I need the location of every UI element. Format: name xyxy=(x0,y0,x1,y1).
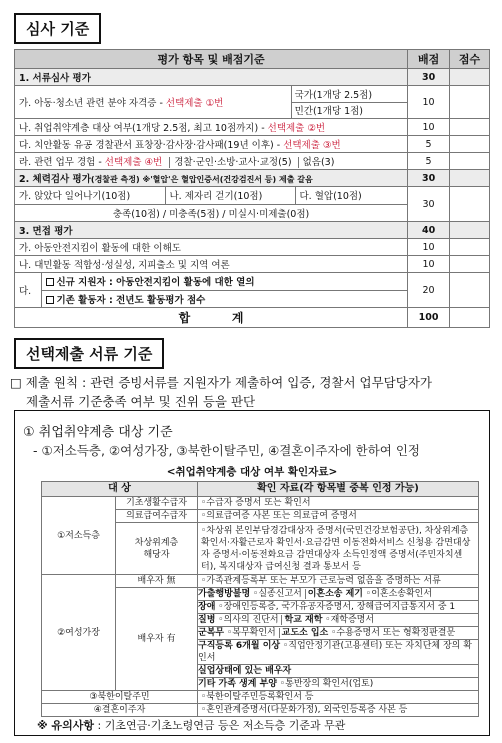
t2-basic: 기초생활수급자 xyxy=(116,497,198,510)
section-3-points: 40 xyxy=(408,222,450,239)
header-points: 배점 xyxy=(408,50,450,69)
row-3b xyxy=(15,256,490,273)
section-1-label: 1. 서류심사 평가 xyxy=(15,69,408,86)
docs-section-title: 선택제출 서류 기준 xyxy=(14,338,164,369)
t2-near: 차상위계층 해당자 xyxy=(116,523,198,575)
row-3a-label: 가. 아동안전지킴이 활동에 대한 이해도 xyxy=(15,239,408,256)
caution-label: ※ 유의사항 xyxy=(37,719,95,732)
total-label: 합 계 xyxy=(15,308,408,328)
row-3a-points: 10 xyxy=(408,239,450,256)
row-na-points: 10 xyxy=(408,119,450,136)
t2-basic-doc: ◦수급자 증명서 또는 확인서 xyxy=(198,497,479,510)
row-ra xyxy=(15,153,490,170)
row-3b-label: 나. 대민활동 적합성·성실성, 지피출소 및 지역 여론 xyxy=(15,256,408,273)
total-points: 100 xyxy=(408,308,450,328)
section-2-label-small: (경찰관 측정) xyxy=(90,175,140,184)
table-row xyxy=(42,691,479,704)
scoring-header-row xyxy=(15,50,490,69)
row-da-points: 5 xyxy=(408,136,450,153)
row-ra-select: 선택제출 ④번 xyxy=(104,157,163,168)
spouse-jobseek: 구직등록 6개월 이상 xyxy=(198,641,281,651)
section-2-note: ※'혈압'은 혈압인증서(건강검진서 등) 제출 갈음 xyxy=(139,175,313,184)
spouse-illness: 질병 xyxy=(198,615,216,625)
spouse-unemployed: 실업상태에 있는 배우자 xyxy=(198,665,479,678)
t2-near-doc: ◦차상위 본인부담경감대상자 증명서(국민건강보험공단), 차상위계층 확인서·자활근로자 확인서·요금감면 이동전화서비스 신청용 감면대상자 증명서·이동전화요금 감면대상자 소득인정액 증명서(주민자치센터), 복지대상자 급여신청 결과 통보서 등 xyxy=(198,523,479,575)
spouse-divorce-doc: ◦이혼소송확인서 xyxy=(365,589,433,599)
box-caption: <취업취약계층 대상 여부 확인자료> xyxy=(166,466,338,478)
row-ga-label: 가. 아동·청소년 관련 분야 자격증 - xyxy=(19,98,166,109)
t2-spouse: 배우자 有 xyxy=(116,588,198,691)
row-3c-prefix: 다. xyxy=(15,273,41,307)
t2-mig: ④결혼이주자 xyxy=(42,704,198,717)
row-3a xyxy=(15,239,490,256)
row-2-points: 30 xyxy=(408,187,450,222)
row-ga-opt1: 국가(1개당 2.5점) xyxy=(291,86,407,102)
row-3c xyxy=(15,273,490,308)
total-row xyxy=(15,308,490,328)
spouse-jobseek-doc: ◦직업안정기관(고용센터) 또는 자치단체 장의 확인서 xyxy=(198,641,472,663)
row-3c-new: 신규 지원자 : 아동안전지킴이 활동에 대한 열의 xyxy=(56,277,255,289)
t2-h1: 대 상 xyxy=(42,482,198,497)
t2-h2: 확인 자료(각 항목별 중복 인정 가능) xyxy=(198,482,479,497)
row-ga xyxy=(15,86,490,119)
scoring-table xyxy=(14,49,490,328)
spouse-illness-doc: ◦의사의 진단서 xyxy=(218,615,279,625)
spouse-military: 군복무 xyxy=(198,628,225,638)
spouse-military-doc: ◦복무확인서 xyxy=(226,628,276,638)
t2-medical: 의료급여수급자 xyxy=(116,510,198,523)
row-ra-points: 5 xyxy=(408,153,450,170)
row-ga-points: 10 xyxy=(408,86,450,119)
t2-medical-doc: ◦의료급여증 사본 또는 의료급여 증명서 xyxy=(198,510,479,523)
box-heading: ① 취업취약계층 대상 기준 xyxy=(23,425,173,440)
checkbox-new-icon xyxy=(46,278,54,286)
table-row xyxy=(42,575,479,588)
row-na xyxy=(15,119,490,136)
caution-text: : 기초연금·기초노령연금 등은 저소득층 기준과 무관 xyxy=(94,719,346,732)
t2-nk: ③북한이탈주민 xyxy=(42,691,198,704)
vulnerable-table xyxy=(41,481,479,717)
spouse-other: 기타 가족 생계 부양 xyxy=(198,679,277,689)
row-na-select: 선택제출 ②번 xyxy=(267,123,326,134)
spouse-school: 학교 재학 xyxy=(281,615,322,625)
spouse-prison: 교도소 입소 xyxy=(279,628,329,638)
section-3-label: 3. 면접 평가 xyxy=(15,222,408,239)
box-subline: - ①저소득층, ②여성가장, ③북한이탈주민, ④결혼이주자에 한하여 인정 xyxy=(33,443,420,458)
t2-nk-doc: ◦북한이탈주민등록확인서 등 xyxy=(198,691,479,704)
row-3b-points: 10 xyxy=(408,256,450,273)
row-ga-select: 선택제출 ①번 xyxy=(165,98,224,109)
spouse-divorce: 이혼소송 제기 xyxy=(305,589,363,599)
caution-note xyxy=(37,717,345,733)
row-ra-opt1: 경찰·군인·소방·교사·교정(5) xyxy=(169,157,291,168)
spouse-other-doc: ◦통반장의 확인서(업토) xyxy=(279,679,374,689)
row-da-select: 선택제출 ③번 xyxy=(283,140,341,151)
section-1-points: 30 xyxy=(408,69,450,86)
spouse-missing: 가출행방불명 xyxy=(198,589,251,599)
row-ga-opt2: 민간(1개당 1점) xyxy=(294,106,363,118)
row-3c-points: 20 xyxy=(408,273,450,308)
header-item: 평가 항목 및 배점기준 xyxy=(15,50,408,69)
t2-mig-doc: ◦혼인관계증명서(다문화가정), 외국인등록증 사본 등 xyxy=(198,704,479,717)
row-ra-opt2: 없음(3) xyxy=(298,157,335,168)
spouse-missing-doc: ◦실종신고서 xyxy=(253,589,302,599)
section-1-row xyxy=(15,69,490,86)
header-score: 점수 xyxy=(450,50,490,69)
row-ga-score xyxy=(450,86,490,119)
spouse-prison-doc: ◦수용증명서 또는 형확정판결문 xyxy=(331,628,456,638)
principle-line-1: □ 제출 원칙 : 관련 증빙서류를 지원자가 제출하여 입증, 경찰서 업무담당자가 xyxy=(10,375,432,390)
section-3-row xyxy=(15,222,490,239)
section-2-row xyxy=(15,170,490,187)
section-1-score xyxy=(450,69,490,86)
row-2b: 나. 제자리 걷기(10점) xyxy=(165,187,295,204)
t2-no-spouse-doc: ◦가족관계등록부 또는 부모가 근로능력 없음을 증명하는 서류 xyxy=(198,575,479,588)
principle-line-2: 제출서류 기준충족 여부 및 진위 등을 판단 xyxy=(26,394,256,409)
checkbox-existing-icon xyxy=(46,296,54,304)
table-row xyxy=(42,704,479,717)
row-ra-label: 라. 관련 업무 경험 - xyxy=(19,157,105,168)
section-2-points: 30 xyxy=(408,170,450,187)
t2-female: ②여성가장 xyxy=(42,575,116,691)
spouse-disability: 장애 xyxy=(198,602,216,612)
row-2d: 충족(10점) / 미충족(5점) / 미실시·미제출(0점) xyxy=(112,208,310,220)
row-2c: 다. 혈압(10점) xyxy=(295,187,407,204)
row-2a: 가. 앉았다 일어나기(10점) xyxy=(15,187,165,204)
spouse-disability-doc: ◦장애인등록증, 국가유공자증명서, 장해급여지급통지서 중 1 xyxy=(218,602,456,612)
t2-low-income: ①저소득층 xyxy=(42,497,116,575)
row-da xyxy=(15,136,490,153)
section-2-label: 2. 체력검사 평가 xyxy=(19,174,91,185)
row-2-tests xyxy=(15,187,490,222)
row-da-label: 다. 치안활동 유공 경찰관서 표창장·감사장·감사패(19년 이후) - xyxy=(19,140,284,151)
spouse-school-doc: ◦재학증명서 xyxy=(325,615,375,625)
vulnerable-criteria-box xyxy=(14,410,490,736)
table-row xyxy=(42,497,479,510)
t2-no-spouse: 배우자 無 xyxy=(116,575,198,588)
row-3c-existing: 기존 활동자 : 전년도 활동평가 점수 xyxy=(56,294,206,306)
row-na-label: 나. 취업취약계층 대상 여부(1개당 2.5점, 최고 10점까지) - xyxy=(19,123,268,134)
review-section-title: 심사 기준 xyxy=(14,13,101,44)
